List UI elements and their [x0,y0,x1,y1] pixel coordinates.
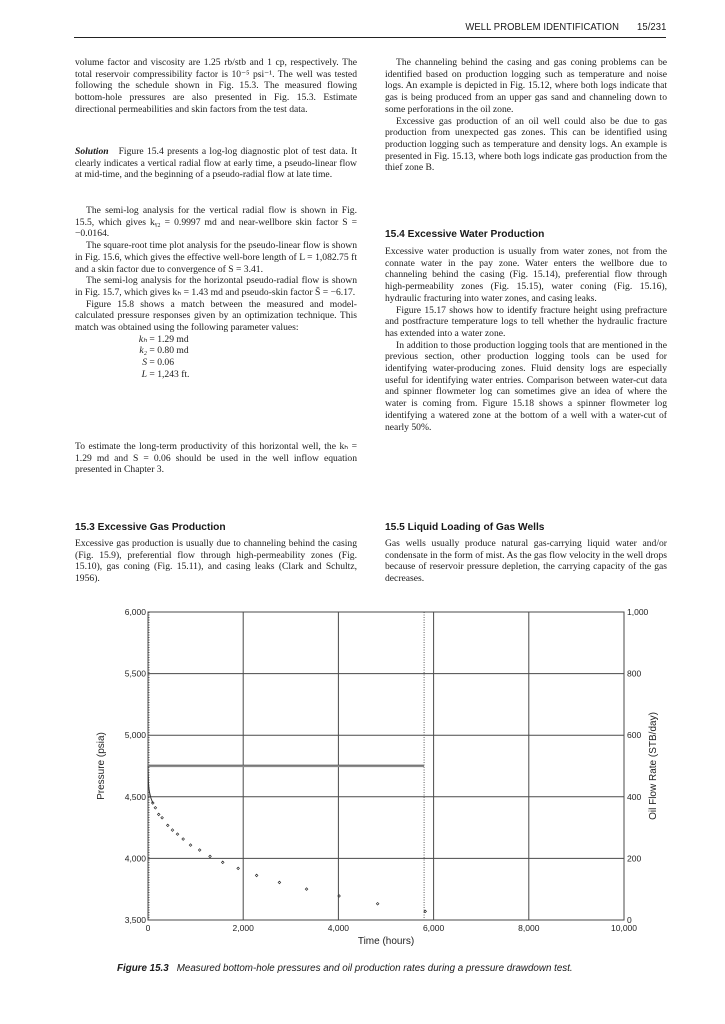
parameter-row: k₂ = 0.80 md [139,345,189,357]
paragraph: In addition to those production logging tools that are mentioned in the previous section, other production logging tools can be used for identifying water-producing zones. Fluid density logs are especially useful for identifying water entries. Comparison between water-cut data and spinner flowmeter log can sometimes give an idea of where the water is coming from. Figure 15.18 shows a spinner flowmeter log identifying a watered zone at the bottom of a well with a water-cut of nearly 50%. [385,339,667,433]
right-paragraph-liquid [385,538,667,585]
paragraph: Excessive gas production of an oil well could also be due to gas production from unexpected gas zones. This can be identified using production logging such as temperature and density logs. An example is presented in Fig. 15.13, where both logs indicate gas production from the thief zone B. [385,115,667,174]
page-number: 15/231 [636,21,666,33]
y-axis-label: Pressure (psia) [96,732,107,800]
paragraph: Excessive water production is usually from water zones, not from the connate water in the pay zone. Water enters the wellbore due to channeling behind the casing (Fig. 15.14), preferential flow through high-permeability zones (Fig. 15.15), water coning (Fig. 15.16), hydraulic fracturing into water zones, and casing leaks. [385,246,667,304]
y2-tick-label: 0 [627,915,632,925]
analysis-paragraphs [75,205,357,381]
pressure-point [278,881,281,884]
early-pressure-curve [148,766,153,803]
section-heading-15-3: 15.3 Excessive Gas Production [75,522,226,533]
paragraph: Figure 15.17 shows how to identify fracture height using prefracture and postfracture temperature logs to tell whether the hydraulic fracture has extended into a water zone. [385,304,667,339]
pressure-point [338,895,341,898]
y-tick-label: 5,000 [124,730,146,741]
paragraph: volume factor and viscosity are 1.25 rb/stb and 1 cp, respectively. The total reservoir compressibility factor is 10⁻⁵ psi⁻¹. The well was tested following the schedule shown in Fig. 15.3. The measured flowing bottom-hole pressures are also presented in Fig. 15.3. Estimate directional permeabilities and skin factors from the test data. [75,57,357,115]
parameter-row: S = 0.06 [142,357,175,369]
pressure-point [176,833,179,836]
paragraph: Excessive gas production is usually due to channeling behind the casing (Fig. 15.9), preferential flow through high-permeability zones (Fig. 15.10), gas coning (Fig. 15.11), and casing leaks (Clark and Schultz, 1956). [75,538,357,585]
pressure-point [161,816,164,819]
pressure-point [182,838,185,841]
section-heading-15-5: 15.5 Liquid Loading of Gas Wells [385,522,545,533]
y2-axis-label: Oil Flow Rate (STB/day) [648,712,659,820]
pressure-point [221,861,224,864]
running-header [447,21,666,33]
left-paragraph-gas [75,538,357,585]
y2-tick-label: 400 [627,791,642,802]
x-tick-label: 8,000 [518,923,540,933]
running-title: WELL PROBLEM IDENTIFICATION [464,21,619,33]
pressure-point [166,824,169,827]
pressure-point [198,849,201,852]
figure-label: Figure 15.3 [117,963,169,974]
pressure-point [189,844,192,847]
figure-caption [117,963,573,974]
pressure-point [376,902,379,905]
pressure-point [157,813,160,816]
y-tick-label: 4,000 [124,853,146,864]
plot-frame [148,612,624,920]
y2-tick-label: 800 [627,668,642,679]
paragraph: Figure 15.8 shows a match between the measured and model-calculated pressure responses given by an optimization technique. This match was obtained using the following parameter values: [75,298,357,334]
pressure-point [237,867,240,870]
paragraph: The semi-log analysis for the vertical radial flow is shown in Fig. 15.5, which gives kᵧ₂ = 0.9997 md and near-wellbore skin factor S = −0.0164. [75,205,357,240]
pressure-point [171,829,174,832]
x-tick-label: 4,000 [327,923,350,933]
paragraph: Gas wells usually produce natural gas-carrying liquid water and/or condensate in the form of mist. As the gas flow velocity in the well drops because of reservoir pressure depletion, the carrying capacity of the gas decreases. [385,538,667,585]
pressure-point [151,802,154,805]
pressure-point [424,910,427,913]
y2-tick-label: 200 [627,853,642,864]
y-tick-label: 6,000 [124,607,146,617]
section-heading-15-4: 15.4 Excessive Water Production [385,229,545,240]
parameter-list [133,334,357,381]
paragraph: The channeling behind the casing and gas coning problems can be identified based on production logging such as temperature and noise logs. An example is depicted in Fig. 15.12, where both logs indicate that gas is being produced from an upper gas sand and channeling down to some perforations in the oil zone. [385,57,667,115]
pressure-point [209,855,212,858]
y2-tick-label: 1,000 [627,607,649,617]
left-paragraph-1 [75,57,357,116]
x-axis-label: Time (hours) [357,936,415,947]
solution-label: Solution [75,146,109,157]
solution-text: Figure 15.4 presents a log-log diagnostic plot of test data. It clearly indicates a vertical radial flow at early time, a pseudo-linear flow at mid-time, and the beginning of a pseudo-radial flow at late time. [75,146,358,181]
pressure-point [305,888,308,891]
parameter-row: kₕ = 1.29 md [138,333,189,345]
paragraph: To estimate the long-term productivity of this horizontal well, the kₕ = 1.29 md and S = 0.06 should be used in the well inflow equation presented in Chapter 3. [75,441,357,476]
y-tick-label: 4,500 [124,791,146,802]
header-rule [74,37,666,38]
y-tick-label: 5,500 [124,668,146,679]
caption-text: Measured bottom-hole pressures and oil production rates during a pressure drawdown test. [176,963,573,974]
x-tick-label: 2,000 [232,923,254,933]
paragraph: The square-root time plot analysis for the pseudo-linear flow is shown in Fig. 15.6, which gives the effective well-bore length of L = 1,082.75 ft and a skin factor due to convergence of S = 3.41. [75,240,357,275]
y-tick-label: 3,500 [124,915,146,925]
solution-paragraph [75,146,357,181]
right-paragraphs-gas [385,57,667,174]
left-paragraph-estimate [75,441,357,476]
x-tick-label: 6,000 [422,923,445,933]
paragraph: The semi-log analysis for the horizontal pseudo-radial flow is shown in Fig. 15.7, which gives kₕ = 1.43 md and pseudo-skin factor S̄ = −6.17. [75,275,357,298]
right-paragraphs-water [385,246,667,433]
parameter-row: L = 1,243 ft. [141,368,190,380]
x-tick-label: 10,000 [611,923,637,933]
pressure-point [255,874,258,877]
pressure-point [154,806,157,809]
y2-tick-label: 600 [627,730,642,741]
x-tick-label: 0 [145,923,151,933]
